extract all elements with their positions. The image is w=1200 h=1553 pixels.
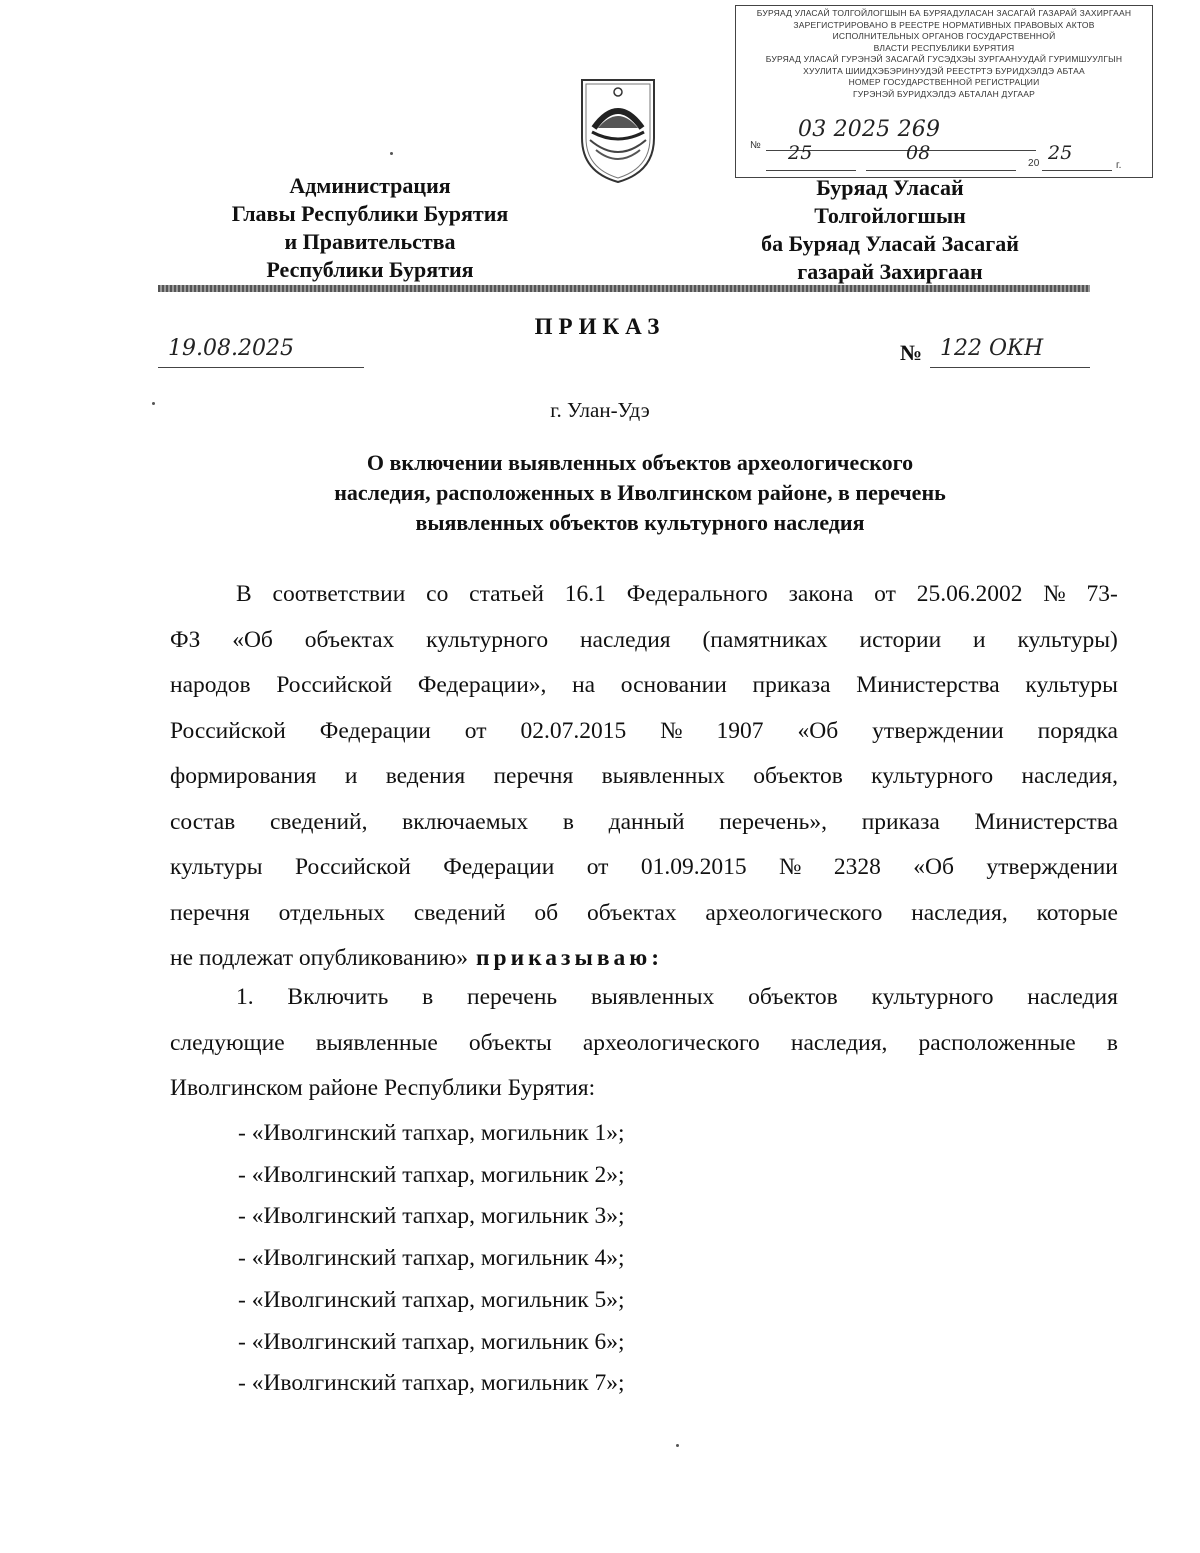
item-1-line (170, 1021, 1118, 1067)
header-line: Толгойлогшын (814, 203, 966, 228)
word: в (1106, 1029, 1118, 1056)
word: перечень», (719, 808, 828, 835)
word: 2328 (833, 854, 881, 880)
objects-list (238, 1113, 625, 1405)
word: выявленные (315, 1029, 438, 1056)
item-1-line: Иволгинском районе Республики Бурятия: (170, 1075, 596, 1101)
stamp-year-prefix: 20 (1028, 158, 1040, 169)
preamble-paragraph (170, 572, 1118, 982)
item-1-paragraph (170, 975, 1118, 1112)
scan-speck (676, 1444, 679, 1447)
word: отдельных (278, 899, 386, 926)
word: Российской (170, 717, 286, 744)
preamble-line (170, 618, 1118, 664)
header-line: газарай Захиргаан (797, 259, 983, 284)
word: 1. (236, 984, 254, 1010)
word: формирования (170, 763, 317, 789)
word: культуры) (1017, 626, 1118, 653)
word: ФЗ (170, 626, 201, 653)
stamp-line: НОМЕР ГОСУДАРСТВЕННОЙ РЕГИСТРАЦИИ (848, 77, 1040, 87)
document-date: 19.08.2025 (168, 336, 294, 361)
header-line: Главы Республики Бурятия (231, 201, 509, 226)
word: от (586, 854, 609, 880)
document-subject (170, 448, 1110, 538)
stamp-day-underline (766, 170, 856, 171)
word: 16.1 (564, 581, 606, 607)
word: культурного (871, 763, 994, 789)
word: на (572, 672, 596, 698)
list-item: - «Иволгинский тапхар, могильник 3»; (238, 1203, 625, 1230)
word: приказа (752, 672, 831, 698)
list-item: - «Иволгинский тапхар, могильник 7»; (238, 1370, 625, 1397)
word: перечня (493, 763, 574, 789)
item-1-line (170, 975, 1118, 1021)
header-line: и Правительства (284, 229, 456, 254)
word: Включить (287, 984, 389, 1010)
stamp-month-underline (866, 170, 1016, 171)
registration-stamp (735, 5, 1153, 178)
word: об (534, 899, 559, 926)
preamble-line (170, 891, 1118, 937)
word: Российской (295, 854, 411, 880)
date-underline (158, 367, 364, 368)
word: «Об (913, 854, 954, 880)
stamp-year-underline (1042, 170, 1112, 171)
stamp-day: 25 (788, 142, 813, 164)
word: наследия (579, 626, 671, 653)
word: расположенные (918, 1029, 1076, 1056)
word: закона (788, 581, 854, 607)
word: археологического (582, 1029, 760, 1056)
word: культуры (1025, 672, 1118, 698)
header-divider (158, 285, 1090, 292)
word: перечня (170, 899, 250, 926)
word: которые (1036, 899, 1118, 926)
stamp-number-label: № (750, 140, 761, 151)
list-item: - «Иволгинский тапхар, могильник 5»; (238, 1286, 625, 1313)
header-line: Республики Бурятия (266, 257, 474, 282)
word: выявленных (601, 763, 725, 789)
stamp-year-mark: г. (1116, 160, 1122, 171)
word: 01.09.2015 (640, 854, 747, 880)
word: объекты (468, 1029, 552, 1056)
header-line: Администрация (289, 173, 451, 198)
order-word: приказываю: (475, 945, 664, 971)
word: включаемых (402, 808, 529, 835)
word: «Об (232, 626, 273, 653)
number-underline (930, 367, 1090, 368)
number-label: № (900, 340, 923, 365)
scan-speck (390, 152, 393, 155)
word: следующие (170, 1029, 285, 1056)
preamble-line (170, 800, 1118, 846)
word: объектов (748, 984, 838, 1010)
list-item: - «Иволгинский тапхар, могильник 6»; (238, 1328, 625, 1355)
word: народов (170, 672, 251, 698)
word: сведений, (269, 808, 368, 835)
word: Министерства (856, 672, 1000, 698)
word: ведения (385, 763, 466, 789)
word: археологического (705, 899, 883, 926)
word: и (344, 763, 358, 789)
word: № (1043, 581, 1066, 607)
word: № (660, 717, 683, 744)
word: перечень (467, 984, 558, 1010)
word: основании (620, 672, 727, 698)
header-line: ба Буряад Уласай Засагай (761, 231, 1019, 256)
stamp-line: ВЛАСТИ РЕСПУБЛИКИ БУРЯТИЯ (873, 42, 1015, 53)
preamble-line (170, 572, 1118, 618)
preamble-line (170, 845, 1118, 891)
word: истории (859, 626, 942, 653)
word: объектов (753, 763, 843, 789)
word: от (874, 581, 896, 607)
word: утверждении (872, 717, 1004, 744)
document-title: ПРИКАЗ (534, 314, 666, 339)
scan-speck (152, 402, 155, 405)
list-item: - «Иволгинский тапхар, могильник 4»; (238, 1245, 625, 1272)
subject-line: О включении выявленных объектов археологического (366, 450, 914, 475)
preamble-line (170, 663, 1118, 709)
stamp-reg-number: 03 2025 269 (798, 117, 941, 142)
word: и (973, 626, 986, 653)
word: данный (608, 808, 685, 835)
subject-line: выявленных объектов культурного наследия (415, 510, 865, 535)
word: статьей (469, 581, 544, 607)
word: порядка (1037, 717, 1118, 744)
header-buryat (720, 174, 1060, 286)
word: Министерства (974, 808, 1118, 835)
word: Федерального (626, 581, 768, 607)
preamble-line (170, 754, 1118, 800)
word: объектах (586, 899, 677, 926)
word: 1907 (716, 717, 764, 744)
word: состав (170, 808, 236, 835)
word: утверждении (986, 854, 1118, 880)
list-item: - «Иволгинский тапхар, могильник 2»; (238, 1161, 625, 1188)
word: наследия, (1021, 763, 1118, 789)
header-line: Буряад Уласай (816, 175, 964, 200)
word: 73- (1086, 581, 1118, 607)
stamp-line: БУРЯАД УЛАСАЙ ГУРЭНЭЙ ЗАСАГАЙ ГУСЭДХЭЫ ЗУРГААНУУДАЙ ГУРИМШУУЛГЫН (765, 54, 1123, 64)
word: Федерации (443, 854, 555, 880)
word: выявленных (590, 984, 715, 1010)
word: приказа (861, 808, 940, 835)
stamp-year: 25 (1048, 142, 1073, 164)
word: культурного (426, 626, 549, 653)
header-russian (180, 172, 560, 284)
coat-of-arms-emblem (576, 76, 660, 186)
word: Федерации», (417, 672, 547, 698)
word: культурного (871, 984, 994, 1010)
word: наследия, (911, 899, 1008, 926)
word: культуры (170, 854, 263, 880)
word: 02.07.2015 (520, 717, 627, 744)
word: Российской (276, 672, 393, 698)
word: 25.06.2002 (916, 581, 1023, 607)
word: в (422, 984, 434, 1010)
stamp-line: ГУРЭНЭЙ БУРИДХЭЛДЭ АБТАЛАН ДУГААР (852, 88, 1036, 99)
preamble-last-text: не подлежат опубликованию» (170, 945, 468, 971)
word: объектах (304, 626, 395, 653)
document-city: г. Улан-Удэ (550, 398, 650, 422)
word: «Об (797, 717, 839, 744)
document-number: 122 ОКН (940, 336, 1044, 361)
word: Федерации (319, 717, 431, 744)
stamp-line: ИСПОЛНИТЕЛЬНЫХ ОРГАНОВ ГОСУДАРСТВЕННОЙ (832, 31, 1056, 41)
stamp-month: 08 (906, 142, 931, 164)
stamp-line: БУРЯАД УЛАСАЙ ТОЛГОЙЛОГШЫН БА БУРЯАДУЛАСАН ЗАСАГАЙ ГАЗАРАЙ ЗАХИРГААН (756, 8, 1132, 18)
list-item: - «Иволгинский тапхар, могильник 1»; (238, 1120, 625, 1146)
preamble-line (170, 709, 1118, 755)
word: со (426, 581, 449, 607)
stamp-line: ЗАРЕГИСТРИРОВАНО В РЕЕСТРЕ НОРМАТИВНЫХ ПРАВОВЫХ АКТОВ (793, 19, 1095, 30)
word: от (464, 717, 487, 744)
word: наследия, (790, 1029, 888, 1056)
word: (памятниках (702, 626, 828, 653)
subject-line: наследия, расположенных в Иволгинском районе, в перечень (334, 480, 946, 505)
stamp-line: ХУУЛИТА ШИИДХЭБЭРИНУУДЭЙ РЕЕСТРТЭ БУРИДХЭЛДЭ АБТАА (803, 65, 1085, 76)
word: соответствии (272, 581, 406, 607)
word: № (779, 854, 802, 880)
word: в (562, 808, 574, 835)
word: наследия (1027, 984, 1118, 1010)
word: В (236, 581, 252, 607)
word: сведений (413, 899, 506, 926)
